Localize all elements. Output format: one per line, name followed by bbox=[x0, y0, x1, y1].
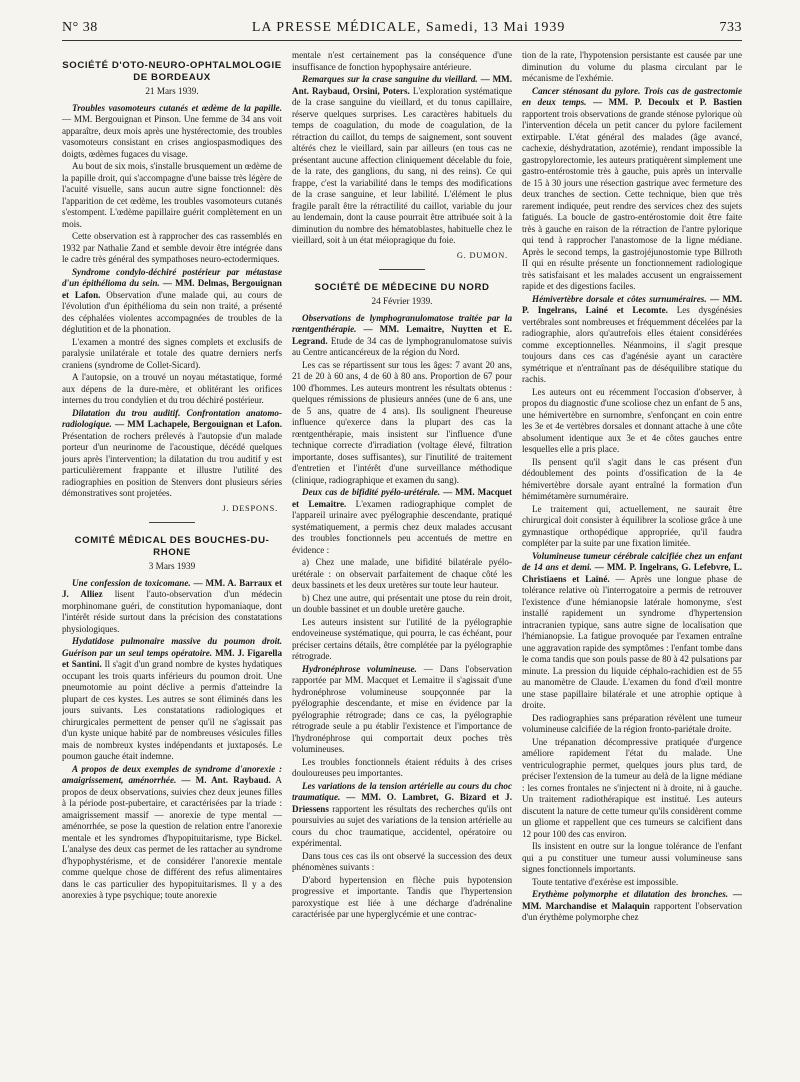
article-columns bbox=[62, 50, 742, 1070]
abstract-text: — Dans l'observation rapportée par MM. Macquet et Lemaitre il s'agissait d'une hydronéphrose volumineuse soupçonnée par la pyélographie descendante, et mise en évidence par la pyélographie rétrograde; dans ce cas, la pyélographie rétrograde seule a pu établir l'existence et l'importance de l'hydronéphrose qui comportait deux poches très volumineuses. bbox=[292, 663, 512, 754]
abstract-paragraph: A l'autopsie, on a trouvé un noyau métastatique, formé aux dépens de la dure-mère, et oblitérant les orifices internes du trou condylien et du trou déchiré postérieur. bbox=[62, 372, 282, 405]
abstract-title: Hémivertèbre dorsale et côtes surnuméraires. bbox=[532, 293, 707, 304]
abstract-paragraph: Ils insistent en outre sur la longue tolérance de l'enfant qui a pu constituer une tumeur aussi volumineuse sans signes fonctionnels importants. bbox=[522, 841, 742, 874]
abstract-title: Observations de lymphogranulomatose traitée par la rœntgenthérapie. bbox=[292, 312, 512, 334]
header-rule bbox=[62, 40, 742, 41]
abstract-paragraph: L'examen a montré des signes complets et exclusifs de paralysie unilatérale et totale des quatre derniers nerfs craniens (syndrome de Collet-Sicard). bbox=[62, 336, 282, 370]
abstract-paragraph: Dans tous ces cas ils ont observé la succession des deux phénomènes suivants : bbox=[292, 850, 512, 872]
abstract-paragraph: Les cas se répartissent sur tous les âges: 7 avant 20 ans, 21 de 20 à 60 ans, 4 de 60 à 80 ans. Proportion de 67 pour 100 d'hommes. Les auteurs montrent les résultats obtenus : quelques rémissions de plusieurs années (une de 6 ans, une de 5 ans, quatre de 4 ans). Ils soulignent l'heureuse influence qu'exerce dans la plupart des cas la rœntgenthérapie, mais insistent sur l'influence d'une technique correcte d'irradiation (voltage élevé, filtration importante, doses suffisantes), sur l'inutilité de traitement d'entretien et l'intérêt d'une surveillance méthodique (clinique, radiographique et examen du sang). bbox=[292, 359, 512, 485]
abstract-paragraph: Des radiographies sans préparation révèlent une tumeur volumineuse calcifiée de la région fronto-pariétale droite. bbox=[522, 712, 742, 734]
abstract-paragraph bbox=[292, 74, 512, 247]
journal-title: LA PRESSE MÉDICALE, Samedi, 13 Mai 1939 bbox=[251, 20, 566, 35]
abstract-paragraph bbox=[62, 408, 282, 500]
abstract-text: L'examen radiographique complet de l'appareil urinaire avec pyélographie descendante, pratiqué systématiquement, a permis chez deux malades accusant des troubles fonctionnels peu accentués de mettre en évidence : bbox=[292, 498, 512, 555]
abstract-paragraph bbox=[522, 86, 742, 293]
abstract-authors: — MM. Bergouignan et Pinson. bbox=[62, 114, 182, 124]
abstract-text: A propos de deux observations, suivies chez deux jeunes filles à la période post-pubertaire, et caractérisées par la triade : amaigrissement massif — anorexie de type mental — aménorrhée, se pose la question de relation entre l'anorexie mentale et les syndromes d'hypopituitarisme, type Bickel. L'analyse des deux cas permet de les rattacher au syndrome d'hypophystérisme, et de considérer l'anorexie mentale comme quelque chose de différent des refus alimentaires dans le cas particulier des hypopituitarismes. Il y a des anorexies à type psychique; toute anorexie bbox=[62, 775, 282, 900]
abstract-authors: — M. Ant. Raybaud. bbox=[181, 775, 271, 785]
abstract-title: Une confession de toxicomane. bbox=[72, 577, 191, 588]
abstract-paragraph: Cette observation est à rapprocher des cas rassemblés en 1932 par Nathalie Zand et semble devoir être intégrée dans le cadre très général des sympathoses neuro-ectodermiques. bbox=[62, 231, 282, 264]
abstract-text: — Après une longue phase de tolérance relative où l'interrogatoire a permis de retrouver l'existence d'une hémianopsie latérale homonyme, s'est installé rapidement un syndrome d'hypertension intracranien typique, sans autre signe de localisation que l'hémianopsie. La fatigue provoquée par l'examen entraîne une aggravation rapide des symptômes : l'enfant tombe dans le coma tandis que son pouls passe de 80 à 42 pulsations par minute. La pression du liquide céphalo-rachidien est de 55 au manomètre de Claude. L'examen du fond d'œil montre une stase papillaire bilatérale et une atrophie optique à droite. bbox=[522, 573, 742, 710]
abstract-paragraph bbox=[522, 889, 742, 924]
abstract-title: Dilatation du trou auditif. Confrontation anatomo-radiologique. bbox=[62, 407, 282, 429]
society-heading: SOCIÉTÉ DE MÉDECINE DU NORD bbox=[314, 282, 490, 293]
abstract-paragraph: b) Chez une autre, qui présentait une ptose du rein droit, un double bassinet et un double uretère gauche. bbox=[292, 592, 512, 614]
abstract-text: rapportent trois observations de grande sténose pylorique où l'intervention décela un petit cancer du pylore facilement extirpable. L'état général des malades (âge avancé, cachexie, déshydratation, azotémie), rendant impossible la gastropylorectomie, les auteurs pratiquèrent simplement une gastro-entérostomie très à gauche, puis après un intervalle de 15 à 30 jours une résection gastrique avec fermeture des deux tranches de section. Cette technique, bien que très rarement indiquée, peut rendre des services chez des sujets fatigués. La boucle de gastro-entérostomie doit être faite très à gauche en raison de la rétraction de l'antre pylorique qui tend à rapprocher l'anastomose de la ligne médiane. Après le second temps, la gastrojéjunostomie type Billroth II qui en résulte présente un fonctionnement radiologique très satisfaisant et les malades accusent un engraissement rapide et des digestions faciles. bbox=[522, 108, 742, 291]
abstract-paragraph: Ils pensent qu'il s'agit dans le cas présent d'un dédoublement des points d'ossification de la 4e hémivertèbre dorsale ayant entraîné la formation d'un hémimétamère surnuméraire. bbox=[522, 456, 742, 501]
column-1 bbox=[62, 50, 282, 1070]
abstract-paragraph bbox=[62, 578, 282, 636]
abstract-authors: — MM. A. Barraux et J. Alliez bbox=[62, 577, 282, 599]
abstract-paragraph: Les troubles fonctionnels étaient réduits à des crises douloureuses peu importantes. bbox=[292, 756, 512, 778]
abstract-text: Observation d'une malade qui, au cours de l'évolution d'un épithélioma du sein non traité, a présenté des céphalées violentes accompagnées de troubles de la déglutition et de la phonation. bbox=[62, 289, 282, 334]
session-date: 24 Février 1939. bbox=[371, 296, 433, 306]
abstract-title: Les variations de la tension artérielle au cours du choc traumatique. bbox=[292, 780, 512, 802]
abstract-authors: — MM. Macquet et Lemaitre. bbox=[292, 487, 512, 509]
abstract-title: Remarques sur la crase sanguine du vieillard. bbox=[302, 74, 478, 84]
abstract-text: L'exploration systématique de la crase sanguine du vieillard, et du tonus capillaire, réserve quelques surprises. Les caractères habituels du temps de coagulation, du mode de coagulation, de la rétraction du caillot, du temps de saignement, sont souvent altérés chez le vieillard, sain par ailleurs (en tous cas ne présentant aucune affection cliniquement décelable du foie, de la rate, des ganglions, du sang, ni des reins). Ce qui frappe, c'est la variabilité dans le temps des modifications de la crase sanguine, et leur labilité. L'élément le plus fragile paraît être la rétractilité du caillot, variable du jour au lendemain, dont la cause pourrait être attribuée soit à la diminution du nombre des hématoblastes, habituelle chez le vieillard, soit à un état méiopragique du foie. bbox=[292, 85, 512, 245]
abstract-text: Il s'agit d'un grand nombre de kystes hydatiques occupant les trois quarts inférieurs du poumon droit. Une pneumotomie au point déclive a permis d'atteindre la plupart de ces kystes. Les autres se sont éliminés dans les jours suivants. Les constatations radiologiques et chirurgicales permettent de penser qu'il ne s'agissait pas d'un kyste unique habité par de nombreuses vésicules filles mais de nombreux kystes indépendants et juxtaposés. Le poumon gauche était indemne. bbox=[62, 659, 282, 761]
author-signature: J. DESPONS. bbox=[222, 503, 278, 513]
abstract-text: Une femme de 34 ans voit apparaître, deux mois après une hystérectomie, des troubles vasomoteurs consistant en crises angiospasmodiques des doigts, œdèmes fugaces du visage. bbox=[62, 114, 282, 159]
abstract-text: Les dysgénésies vertébrales sont nombreuses et fréquemment décelées par la radiographie, alors qu'autrefois elles étaient considérées comme exceptionnelles. Néanmoins, il s'agit presque toujours dans ces cas d'agénésie ayant un caractère symétrique et n'entraînant pas de déséquilibre statique du rachis. bbox=[522, 305, 742, 384]
column-3 bbox=[522, 50, 742, 1070]
abstract-title: Hydronéphrose volumineuse. bbox=[302, 663, 417, 674]
abstract-text: lisent l'auto-observation d'un médecin morphinomane guéri, de constitution hypomaniaque, dont l'intérêt réside surtout dans la précision des constatations physiologiques. bbox=[62, 589, 282, 634]
abstract-authors: MM. J. Figarella et Santini. bbox=[62, 647, 282, 669]
society-heading: SOCIÉTÉ D'OTO-NEURO-OPHTALMOLOGIE DE BORDEAUX bbox=[62, 60, 282, 83]
abstract-text: Présentation de rochers prélevés à l'autopsie d'un malade porteur d'un neurinome de l'acoustique, décédé quelques jours après l'intervention; la dilatation du trou auditif y est particulièrement frappante et illustre l'utilité des radiographies en position de Stenvers dont plusieurs séries démonstratives sont projetées. bbox=[62, 430, 282, 498]
abstract-paragraph bbox=[292, 487, 512, 556]
abstract-authors: — MM. P. Ingelrans, Lainé et Lecomte. bbox=[522, 293, 742, 315]
section-separator bbox=[379, 269, 425, 270]
abstract-paragraph bbox=[292, 781, 512, 850]
abstract-paragraph: a) Chez une malade, une bifidité bilatérale pyélo-urétérale : on observait parfaitement de chaque côté les deux bassinets et les deux uretères sur toute leur hauteur. bbox=[292, 557, 512, 590]
society-heading: COMITÉ MÉDICAL DES BOUCHES-DU-RHONE bbox=[74, 535, 270, 558]
abstract-authors: — MM Lachapele, Bergouignan et Lafon. bbox=[114, 419, 282, 429]
section-separator bbox=[149, 522, 195, 523]
page-number: 733 bbox=[719, 20, 742, 35]
page-header bbox=[62, 20, 742, 42]
abstract-title: Hydatidose pulmonaire massive du poumon droit. Guérison par un seul temps opératoire. bbox=[62, 636, 282, 658]
abstract-paragraph: Toute tentative d'exérèse est impossible. bbox=[532, 876, 679, 887]
issue-number: N° 38 bbox=[62, 20, 98, 35]
abstract-paragraph bbox=[292, 313, 512, 359]
abstract-authors: — MM. P. Ingelrans, G. Lefebvre, L. Christiaens et Lainé. bbox=[522, 562, 742, 584]
abstract-paragraph bbox=[522, 294, 742, 386]
abstract-paragraph: mentale n'est certainement pas la conséquence d'une insuffisance de fonction hypophysaire antérieure. bbox=[292, 50, 512, 72]
abstract-paragraph: D'abord hypertension en flèche puis hypotension progressive et importante. Tandis que l'hypertension paroxystique est liée à une décharge d'adrénaline caractérisée par une hyperglycémie et une contrac- bbox=[292, 874, 512, 919]
abstract-paragraph bbox=[62, 764, 282, 902]
abstract-title: Syndrome condylo-déchiré postérieur par métastase d'un épithélioma du sein. bbox=[62, 266, 282, 288]
abstract-paragraph: Le traitement qui, actuellement, ne saurait être chirurgical doit consister à équilibrer la scoliose grâce à une gymnastique orthopédique appropriée, qu'il faudra compléter par la suite par une fixation limitée. bbox=[522, 503, 742, 548]
session-date: 21 Mars 1939. bbox=[145, 86, 199, 96]
abstract-paragraph: Les auteurs insistent sur l'utilité de la pyélographie endoveineuse systématique, qui pourra, le cas échéant, pour préciser certains détails, être complétée par la pyélographie rétrograde. bbox=[292, 616, 512, 661]
abstract-paragraph bbox=[62, 636, 282, 763]
column-2 bbox=[292, 50, 512, 1070]
abstract-authors: — MM. Ant. Raybaud, Orsini, Poters. bbox=[292, 74, 512, 96]
abstract-text: rapportent l'observation d'un érythème polymorphe chez bbox=[522, 900, 742, 922]
abstract-paragraph: Les auteurs ont eu récemment l'occasion d'observer, à propos du diagnostic d'une scoliose chez un enfant de 5 ans, une hémivertèbre en surnombre, s'enfonçant en coin entre les 3e et 4e vertèbres dorsales et donnant attache à une côte absolument identique aux 3e et 4e côtes gauches entre lesquelles elle a pris place. bbox=[522, 386, 742, 454]
session-date: 3 Mars 1939 bbox=[148, 561, 196, 571]
abstract-authors: — MM. Marchandise et Malaquin bbox=[522, 889, 742, 911]
abstract-paragraph bbox=[522, 551, 742, 712]
abstract-paragraph: Au bout de six mois, s'installe brusquement un œdème de la papille droit, qui s'accompagne d'une baisse très légère de l'acuité visuelle, sans aucun autre signe fonctionnel: dès l'apparition de cet œdème, les troubles vasomoteurs cutanés s'estompent. L'œdème papillaire guérit complètement en un mois. bbox=[62, 161, 282, 229]
abstract-paragraph: Une trépanation décompressive pratiquée d'urgence améliore rapidement l'état du malade. Une ventriculographie permet, quelques jours plus tard, de préciser l'extension de la tumeur au delà de la ligne médiane : les cornes frontales ne s'injectent ni à droite, ni à gauche. Un traitement radiothérapique est institué. Les auteurs discutent la nature de cette tumeur qu'ils considèrent comme un gliome et rappellent que ces tumeurs se calcifient dans 12 pour 100 des cas environ. bbox=[522, 736, 742, 839]
abstract-paragraph bbox=[62, 267, 282, 336]
abstract-text: rapportent les résultats des recherches qu'ils ont poursuivies au sujet des variations de la tension artérielle au cours du choc traumatique, accidentel, opératoire ou expérimental. bbox=[292, 803, 512, 848]
abstract-authors: — MM. P. Decoulx et P. Bastien bbox=[592, 97, 742, 107]
abstract-title: Erythème polymorphe et dilatation des bronches. bbox=[532, 889, 729, 899]
abstract-paragraph bbox=[62, 103, 282, 161]
abstract-authors: — MM. Delmas, Bergouignan et Lafon. bbox=[62, 278, 282, 300]
abstract-title: Volumineuse tumeur cérébrale calcifiée chez un enfant de 14 ans et demi. bbox=[522, 550, 742, 572]
abstract-title: Cancer sténosant du pylore. Trois cas de gastrectomie en deux temps. bbox=[522, 85, 742, 107]
abstract-text: Etude de 34 cas de lymphogranulomatose suivis au Centre anticancéreux de la région du Nord. bbox=[292, 335, 512, 357]
abstract-authors: — MM. Lemaitre, Nuytten et E. Legrand. bbox=[292, 324, 512, 346]
abstract-title: Troubles vasomoteurs cutanés et œdème de la papille. bbox=[72, 102, 282, 113]
author-signature: G. DUMON. bbox=[456, 250, 508, 260]
abstract-paragraph bbox=[292, 664, 512, 756]
abstract-title: Deux cas de bifidité pyélo-urétérale. bbox=[302, 487, 441, 497]
abstract-title: A propos de deux exemples de syndrome d'anorexie : amaigrissement, aménorrhée. bbox=[62, 763, 282, 785]
abstract-authors: — MM. O. Lambret, G. Bizard et J. Driessens bbox=[292, 792, 512, 814]
abstract-paragraph: tion de la rate, l'hypotension persistante est causée par une diminution du volume du plasma circulant par le mécanisme de l'exhémie. bbox=[522, 50, 742, 83]
